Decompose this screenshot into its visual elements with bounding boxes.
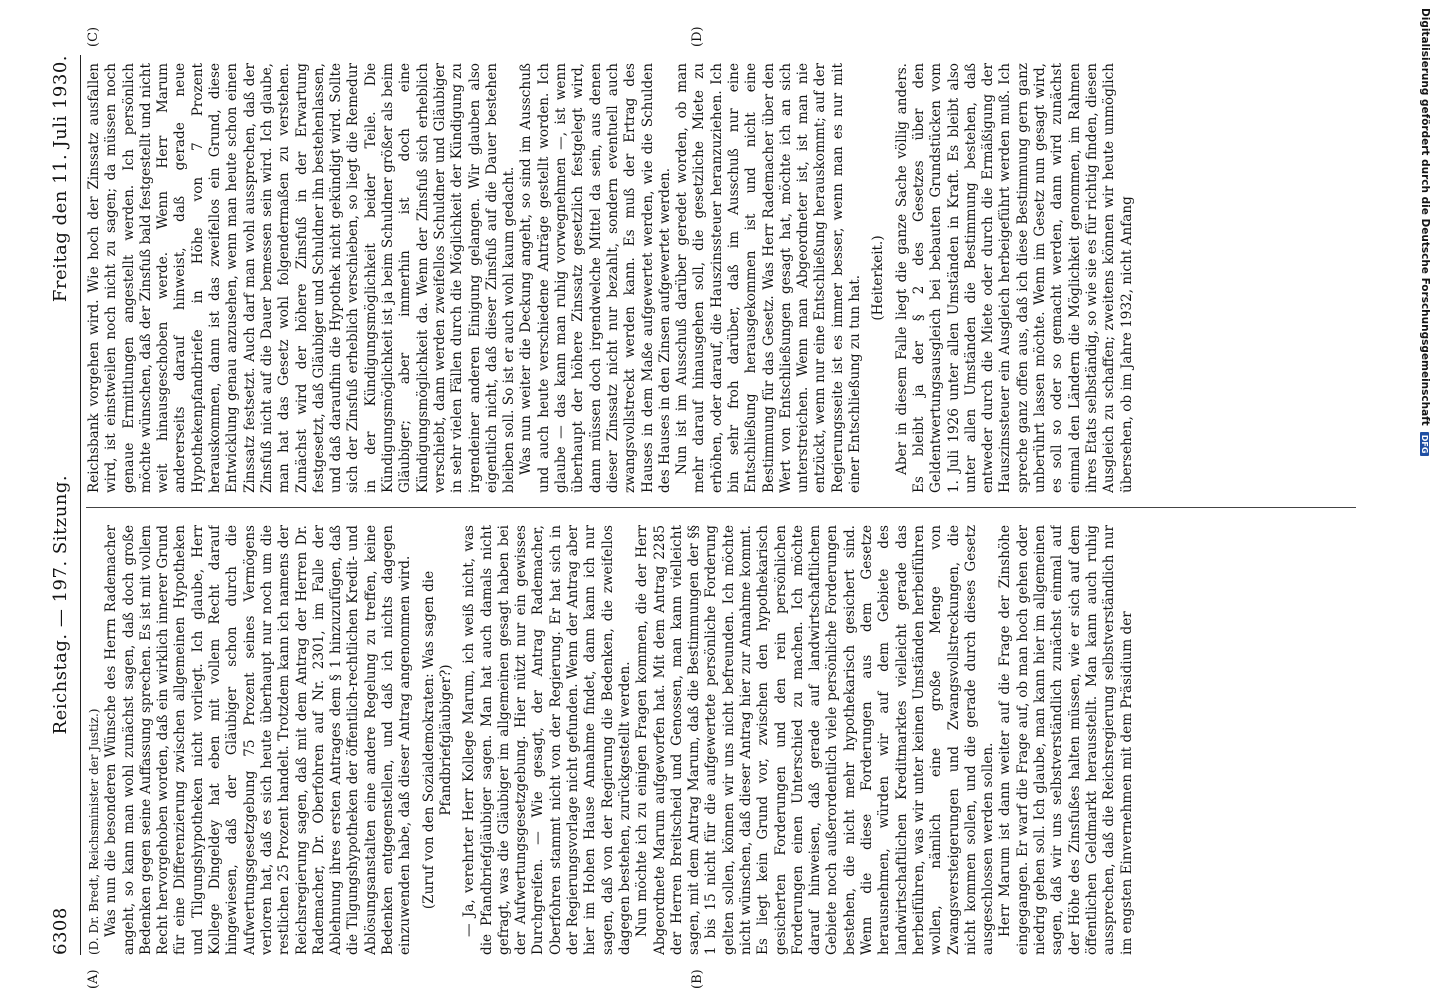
paragraph: Was nun die besonderen Wünsche des Herrn Rademacher angeht, so kann man wohl zunächst sagen, daß doch große Bedenken gegen seine Auffassung sprechen. Es ist mit vollem Recht hervorgehoben worden, daß ein wirklich innerer Grund für eine Differenzierung zwischen allgemeinen Hypotheken und Tilgungshypotheken nicht vorliegt. Ich glaube, Herr Kollege Dingeldey hat eben mit vollem Recht darauf hingewiesen, daß der Gläubiger schon durch die Aufwertungsgesetzgebung 75 Prozent seines Vermögens verloren hat, daß es sich heute überhaupt nur noch um die restlichen 25 Prozent handelt. Trotzdem kann ich namens der Reichsregierung sagen, daß mit dem Antrag der Herren Dr. Rademacher, Dr. Oberfohren auf Nr. 2301, im Falle der Ablehnung ihres ersten Antrages dem § 1 hinzuzufügen, daß die Tilgungshypotheken der öffentlich-rechtlichen Kredit- und Ablösungsanstalten eine andere Regelung zu treffen, keine Bedenken entgegenstellen, und daß ich nichts dagegen einzuwenden habe, daß dieser Antrag angenommen wird.	[103, 525, 414, 955]
margin-marker-a: (A)	[86, 969, 101, 989]
page-number: 6308	[50, 907, 71, 955]
credit-text: Digitalisierung gefördert durch die Deutsche Forschungsgemeinschaft	[1419, 8, 1431, 426]
digitization-credit	[1418, 8, 1432, 788]
header-date: Freitag den 11. Juli 1930.	[50, 55, 71, 303]
running-header	[50, 55, 78, 955]
paragraph: Reichsbank vorgehen wird. Wie hoch der Zinssatz ausfallen wird, ist einstweilen noch nicht zu sagen; da müssen noch genaue Ermittlungen angestellt werden. Ich persönlich möchte wünschen, daß der Zinsfuß bald festgestellt und nicht weit hinausgeschoben werde. Wenn Herr Marum andererseits darauf hinweist, daß gerade neue Hypothekenpfandbriefe in Höhe von 7 Prozent herauskommen, dann ist das zweifellos ein Grund, diese Entwicklung genau anzusehen, wenn man heute schon einen Zinssatz festsetzt. Auch darf man wohl aussprechen, daß der Zinsfuß nicht auf die Dauer bemessen sein wird. Ich glaube, man hat das Gesetz wohl folgendermaßen zu verstehen. Zunächst wird der höhere Zinsfuß in der Erwartung festgesetzt, daß Gläubiger und Schuldner ihn bestehenlassen, und daß daraufhin die Hypothek nicht gekündigt wird. Sollte sich der Zinsfuß erheblich verschieben, so liegt die Remedur in der Kündigungsmöglichkeit beider Teile. Die Kündigungsmöglichkeit ist ja beim Schuldner größer als beim Gläubiger; aber immerhin ist doch eine Kündigungsmöglichkeit da. Wenn der Zinsfuß sich erheblich verschiebt, dann werden zweifellos Schuldner und Gläubiger in sehr vielen Fällen durch die Möglichkeit der Kündigung zu irgendeiner anderen Einigung gelangen. Wir glauben also eigentlich nicht, daß dieser Zinsfuß auf die Dauer bestehen bleiben soll. So ist er auch wohl kaum gedacht.	[86, 63, 518, 493]
dfg-logo: DFG	[1421, 432, 1430, 457]
paragraph: Nun möchte ich zu einigen Fragen kommen, die der Herr Abgeordnete Marum aufgeworfen hat. Mit dem Antrag 2285 der Herren Breitscheid und Genossen, man kann vielleicht sagen, mit dem Antrag Marum, daß die Bestimmungen der §§ 1 bis 15 nicht für die aufgewertete persönliche Forderung gelten sollen, können wir uns nicht befreunden. Ich möchte nicht wünschen, daß dieser Antrag hier zur Annahme kommt. Es liegt kein Grund vor, zwischen den hypothekarisch gesicherten Forderungen und den rein persönlichen Forderungen einen Unterschied zu machen. Ich möchte darauf hinweisen, daß gerade auf landwirtschaftlichem Gebiete noch außerordentlich viele persönliche Forderungen bestehen, die nicht mehr hypothekarisch gesichert sind. Wenn die diese Forderungen aus dem Gesetze herausnehmen, würden wir auf dem Gebiete des landwirtschaftlichen Kreditmarktes vielleicht gerade das herbeiführen, was wir unter keinen Umständen herbeiführen wollen, nämlich eine große Menge von Zwangsversteigerungen und Zwangsvollstreckungen, die nicht kommen sollen, und die gerade durch dieses Gesetz ausgeschlossen werden sollen.	[634, 525, 997, 955]
margin-marker-d: (D)	[690, 26, 705, 47]
paragraph: Was nun weiter die Deckung angeht, so sind im Ausschuß und auch heute verschiedene Anträge gestellt worden. Ich glaube — das kann man ruhig vorwegnehmen —, ist wenn überhaupt der höhere Zinssatz gesetzlich festgelegt wird, dann müssen doch irgendwelche Mittel da sein, aus denen dieser Zinssatz nicht nur bezahlt, sondern eventuell auch zwangsvollstreckt werden kann. Es muß der Ertrag des Hauses in dem Maße aufgewertet werden, wie die Schulden des Hauses in den Zinsen aufgewertet werden.	[518, 63, 673, 493]
column-divider	[86, 507, 1356, 508]
interjection: (Zuruf von den Sozialdemokraten: Was sagen die Pfandbriefgläubiger?)	[420, 570, 454, 910]
paragraph: Herr Marum ist dann weiter auf die Frage der Zinshöhe eingegangen. Er warf die Frage auf, ob man hoch gehen oder niedrig gehen soll. Ich glaube, man kann hier im allgemeinen sagen, daß wir uns selbstverständlich zunächst einmal auf der Höhe des Zinsfußes halten müssen, wie er sich auf dem öffentlichen Geldmarkt herausstellt. Man kann auch ruhig aussprechen, daß die Reichsregierung selbstverständlich nur im engsten Einvernehmen mit dem Präsidium der	[997, 525, 1135, 955]
paragraph: Aber in diesem Falle liegt die ganze Sache völlig anders. Es bleibt ja der § 2 des Gesetzes über den Geldentwertungsausgleich bei bebauten Grundstücken vom 1. Juli 1926 unter allen Umständen in Kraft. Es bleibt also unter allen Umständen die Bestimmung bestehen, daß entweder durch die Miete oder durch die Ermäßigung der Hauszinssteuer ein Ausgleich herbeigeführt werden muß. Ich spreche ganz offen aus, daß ich diese Bestimmung gern ganz unberührt lassen möchte. Wenn im Gesetz nun gesagt wird, es soll so oder so gemacht werden, dann wird zunächst einmal den Ländern die Möglichkeit genommen, im Rahmen ihres Etats selbständig, so wie sie es für richtig finden, diesen Ausgleich zu schaffen; zweitens können wir heute unmöglich übersehen, ob im Jahre 1932, nicht Anfang	[893, 63, 1135, 493]
margin-marker-c: (C)	[86, 26, 101, 47]
left-column	[86, 525, 1366, 955]
header-session: Reichstag. — 197. Sitzung.	[50, 474, 71, 735]
speaker-line: (D. Dr. Bredt, Reichsminister der Justiz.)	[87, 708, 101, 955]
paragraph: — Ja, verehrter Herr Kollege Marum, ich weiß nicht, was die Pfandbriefgläubiger sagen. Man hat auch damals nicht gefragt, was die Gläubiger im allgemeinen gesagt haben bei der Aufwertungsgesetzgebung. Hier nützt nur ein gewisses Durchgreifen. — Wie gesagt, der Antrag Rademacher, Oberfohren stammt nicht von der Regierung. Er hat sich in der Regierungsvorlage nicht gefunden. Wenn der Antrag aber hier im Hohen Hause Annahme findet, dann kann ich nur sagen, daß von der Regierung die Bedenken, die zweifellos dagegen bestehen, zurückgestellt werden.	[461, 525, 633, 955]
right-column	[86, 63, 1366, 493]
margin-marker-b: (B)	[690, 969, 705, 989]
document-page	[50, 26, 1370, 989]
interjection: (Heiterkeit.)	[870, 235, 887, 321]
paragraph: Nun ist im Ausschuß darüber geredet worden, ob man mehr darauf hinausgehen soll, die gesetzliche Miete zu erhöhen, oder darauf, die Hauszinssteuer heranzuziehen. Ich bin sehr froh darüber, daß im Ausschuß nur eine Entschließung herausgekommen ist und nicht eine Bestimmung für das Gesetz. Was Herr Rademacher über den Wert von Entschließungen gesagt hat, möchte ich an sich unterstreichen. Wenn man Abgeordneter ist, ist man nie entzückt, wenn nur eine Entschließung herauskommt; auf der Regierungsseite ist es immer besser, wenn man es nur mit einer Entschließung zu tun hat.	[674, 63, 864, 493]
header-rule	[80, 55, 81, 955]
